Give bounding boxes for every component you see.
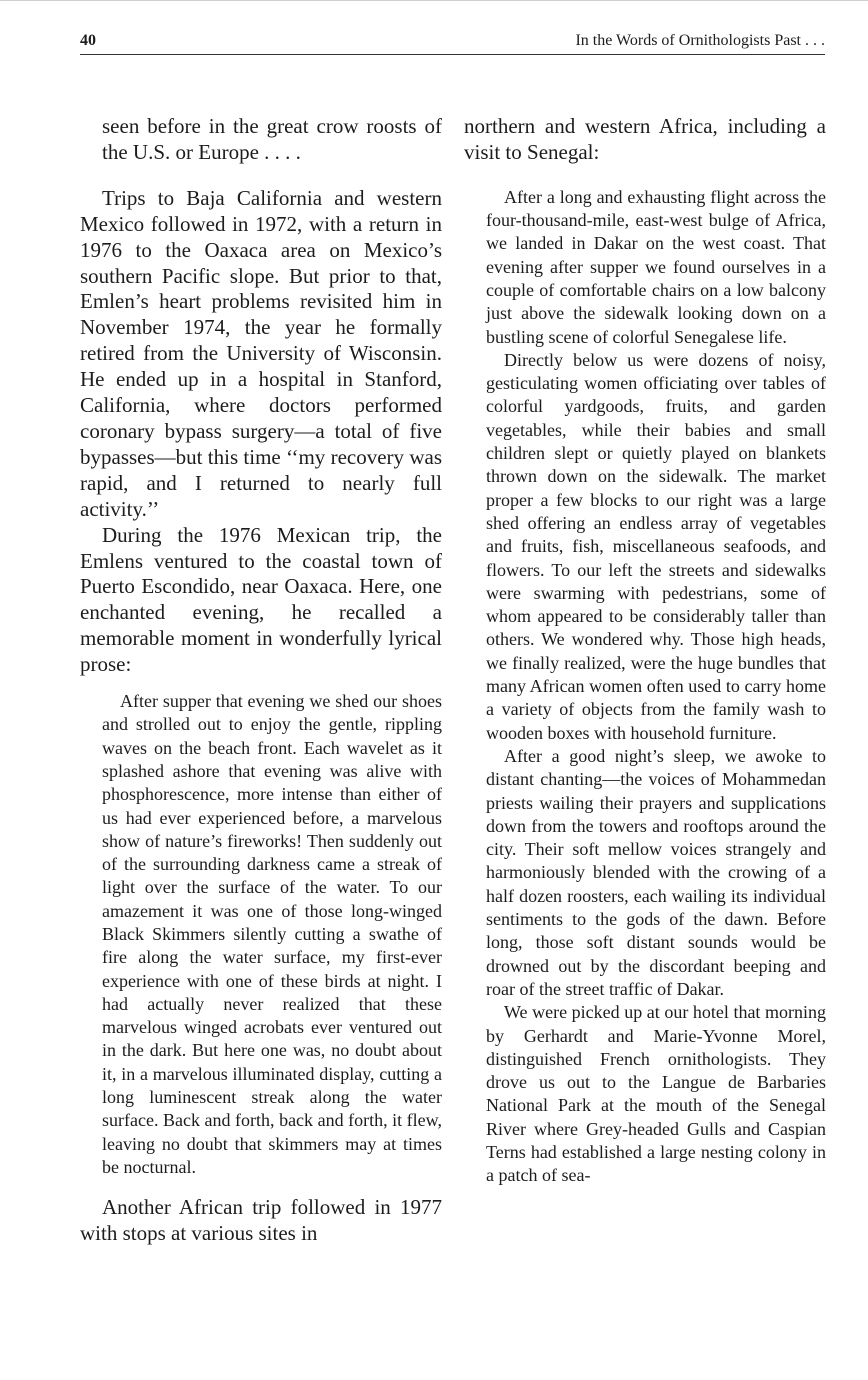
quote-paragraph-4: We were picked up at our hotel that morning by Gerhardt and Marie-Yvonne Morel, distinguished French ornithologists. They drove us out to the Langue de Barbaries National Park at the mouth of the Senegal River where Grey-headed Gulls and Caspian Terns had established a large nesting colony in a patch of sea- (486, 1002, 826, 1186)
page-top-edge (0, 0, 868, 1)
quote-paragraph: After supper that evening we shed our shoes and strolled out to enjoy the gentle, rippling waves on the beach front. Each wavelet as it splashed ashore that evening was alive with phosphorescence, more intense than either of us had ever experienced before, a marvelous show of nature’s fireworks! Then suddenly out of the surrounding darkness came a streak of light over the surface of the water. To our amazement it was one of those long-winged Black Skimmers silently cutting a swathe of fire along the water surface, my first-ever experience with one of these birds at night. I had actually never realized that these marvelous winged acrobats ever ventured out in the dark. But here one was, no doubt about it, in a marvelous illuminated display, cutting a long luminescent streak along the water surface. Back and forth, back and forth, it flew, leaving no doubt that skimmers may at times be nocturnal. (102, 691, 442, 1177)
right-column (464, 114, 826, 1188)
quote-paragraph-2: Directly below us were dozens of noisy, gesticulating women officiating over tables of colorful yardgoods, fruits, and garden vegetables, while their babies and small children slept or quietly played on blankets thrown down on the sidewalk. The market proper a few blocks to our right was a large shed offering an endless array of vegetables and fruits, fish, miscellaneous seafoods, and flowers. To our left the streets and sidewalks were swarming with pedestrians, some of whom appeared to be considerably taller than others. We wondered why. Those high heads, we finally realized, were the huge bundles that many African women often used to carry home a variety of objects from the family wash to wooden boxes with household furniture. (486, 349, 826, 743)
quote-paragraph-3: After a good night’s sleep, we awoke to distant chanting—the voices of Mohammedan priests wailing their prayers and supplications down from the towers and rooftops around the city. Their soft mellow voices strangely and harmoniously blended with the crowing of a half dozen roosters, each wailing its individual sentiments to the gods of the dawn. Before long, those soft distant sounds would be drowned out by the discordant beeping and roar of the street traffic of Dakar. (486, 745, 826, 999)
page-number: 40 (80, 32, 96, 49)
body-continuation: northern and western Africa, including a visit to Senegal: (464, 114, 826, 164)
body-paragraph-2: During the 1976 Mexican trip, the Emlens ventured to the coastal town of Puerto Escondido, near Oaxaca. Here, one enchanted evening, he recalled a memorable moment in wonderfully lyrical prose: (80, 522, 442, 677)
quote-paragraph-1: After a long and exhausting flight across the four-thousand-mile, east-west bulge of Africa, we landed in Dakar on the west coast. That evening after supper we found ourselves in a couple of comfortable chairs on a low balcony just above the sidewalk looking down on a bustling scene of colorful Senegalese life. (486, 186, 826, 347)
left-column (80, 114, 442, 1247)
quote-continuation: seen before in the great crow roosts of the U.S. or Europe . . . . (102, 114, 442, 164)
running-head: In the Words of Ornithologists Past . . . (575, 32, 825, 49)
block-quote-senegal (464, 186, 826, 1188)
body-paragraph-3: Another African trip followed in 1977 with stops at various sites in (80, 1195, 442, 1246)
page-header (80, 32, 825, 55)
block-quote-skimmers (80, 690, 442, 1179)
body-paragraph-1: Trips to Baja California and western Mexico followed in 1972, with a return in 1976 to the Oaxaca area on Mexico’s southern Pacific slope. But prior to that, Emlen’s heart problems revisited him in November 1974, the year he formally retired from the University of Wisconsin. He ended up in a hospital in Stanford, California, where doctors performed coronary bypass surgery—a total of five bypasses—but this time ‘‘my recovery was rapid, and I returned to nearly full activity.’’ (80, 185, 442, 521)
